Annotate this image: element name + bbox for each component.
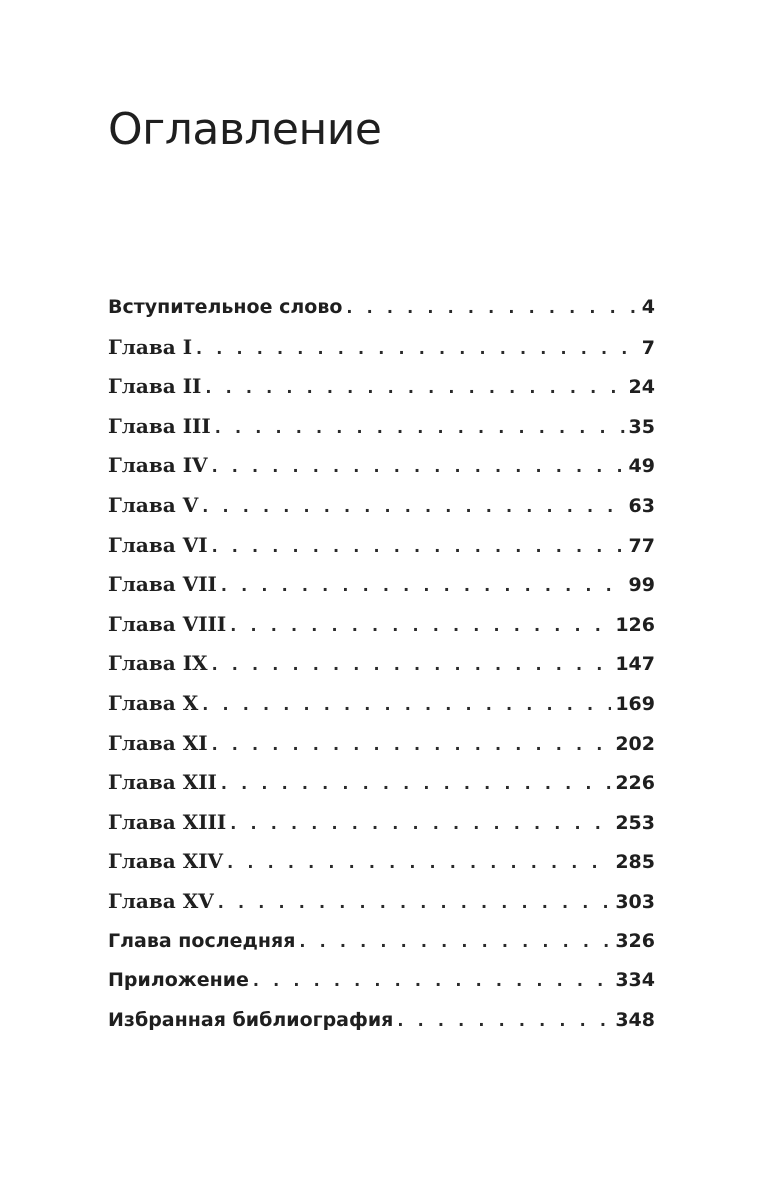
toc-entry-chapter-13 — [108, 803, 655, 843]
toc-entry-label: Глава II — [108, 374, 202, 399]
toc-entry-page-number: 49 — [628, 455, 655, 478]
dot-leader — [212, 725, 612, 765]
toc-entry-label: Глава V — [108, 492, 199, 517]
toc-entry-page-number: 348 — [615, 1008, 655, 1031]
toc-entry-chapter-2 — [108, 367, 655, 407]
toc-entry-page-number: 147 — [615, 653, 655, 676]
toc-entry-label: Глава XIII — [108, 809, 227, 834]
toc-entry-label: Глава VI — [108, 532, 208, 557]
toc-entry-label: Глава XI — [108, 730, 208, 755]
dot-leader — [253, 961, 611, 1001]
toc-entry-chapter-11 — [108, 724, 655, 764]
toc-entry-chapter-12 — [108, 763, 655, 803]
toc-entry-chapter-7 — [108, 565, 655, 605]
toc-entry-chapter-3 — [108, 407, 655, 447]
toc-entry-chapter-8 — [108, 605, 655, 645]
page-title: Оглавление — [108, 104, 382, 155]
toc-entry-chapter-9 — [108, 644, 655, 684]
dot-leader — [202, 487, 624, 527]
dot-leader — [205, 368, 624, 408]
toc-entry-label: Глава IV — [108, 453, 208, 478]
toc-entry-page-number: 7 — [641, 336, 655, 359]
toc-entry-page-number: 202 — [615, 732, 655, 755]
dot-leader — [299, 922, 611, 962]
dot-leader — [221, 764, 611, 804]
toc-entry-label: Глава III — [108, 413, 211, 438]
toc-entry-chapter-4 — [108, 446, 655, 486]
dot-leader — [212, 645, 612, 685]
toc-entry-introduction — [108, 288, 655, 328]
dot-leader — [215, 408, 625, 448]
toc-entry-chapter-1 — [108, 328, 655, 368]
toc-entry-page-number: 99 — [628, 574, 655, 597]
toc-entry-chapter-5 — [108, 486, 655, 526]
toc-entry-page-number: 226 — [615, 772, 655, 795]
toc-entry-label: Глава X — [108, 690, 199, 715]
dot-leader — [196, 329, 638, 369]
toc-entry-page-number: 253 — [615, 811, 655, 834]
dot-leader — [230, 606, 611, 646]
toc-entry-chapter-15 — [108, 882, 655, 922]
toc-entry-page-number: 334 — [615, 969, 655, 992]
dot-leader — [212, 527, 625, 567]
toc-entry-page-number: 169 — [615, 692, 655, 715]
table-of-contents — [108, 288, 655, 1040]
toc-entry-page-number: 35 — [628, 415, 655, 438]
toc-entry-chapter-6 — [108, 526, 655, 566]
toc-entry-label: Глава XII — [108, 770, 217, 795]
dot-leader — [230, 804, 611, 844]
toc-entry-page-number: 77 — [628, 534, 655, 557]
toc-entry-page-number: 4 — [641, 296, 655, 318]
toc-entry-label: Глава XV — [108, 888, 214, 913]
toc-entry-label: Глава XIV — [108, 849, 224, 874]
toc-entry-label: Глава I — [108, 334, 193, 359]
dot-leader — [227, 843, 611, 883]
toc-entry-label: Вступительное слово — [108, 296, 343, 318]
toc-entry-chapter-14 — [108, 842, 655, 882]
dot-leader — [221, 566, 625, 606]
toc-entry-page-number: 303 — [615, 890, 655, 913]
dot-leader — [346, 288, 637, 328]
toc-entry-page-number: 285 — [615, 851, 655, 874]
toc-entry-chapter-10 — [108, 684, 655, 724]
dot-leader — [202, 685, 611, 725]
toc-entry-page-number: 63 — [628, 494, 655, 517]
dot-leader — [212, 447, 625, 487]
dot-leader — [397, 1001, 611, 1041]
toc-entry-bibliography — [108, 1001, 655, 1041]
toc-entry-page-number: 326 — [615, 929, 655, 952]
toc-entry-label: Глава последняя — [108, 929, 296, 952]
dot-leader — [218, 883, 612, 923]
toc-entry-last-chapter — [108, 922, 655, 962]
toc-entry-label: Приложение — [108, 969, 249, 992]
toc-entry-page-number: 24 — [628, 376, 655, 399]
toc-entry-appendix — [108, 961, 655, 1001]
toc-entry-label: Глава IX — [108, 651, 208, 676]
toc-entry-label: Глава VIII — [108, 611, 227, 636]
toc-entry-page-number: 126 — [615, 613, 655, 636]
toc-entry-label: Избранная библиография — [108, 1008, 394, 1031]
toc-entry-label: Глава VII — [108, 572, 217, 597]
